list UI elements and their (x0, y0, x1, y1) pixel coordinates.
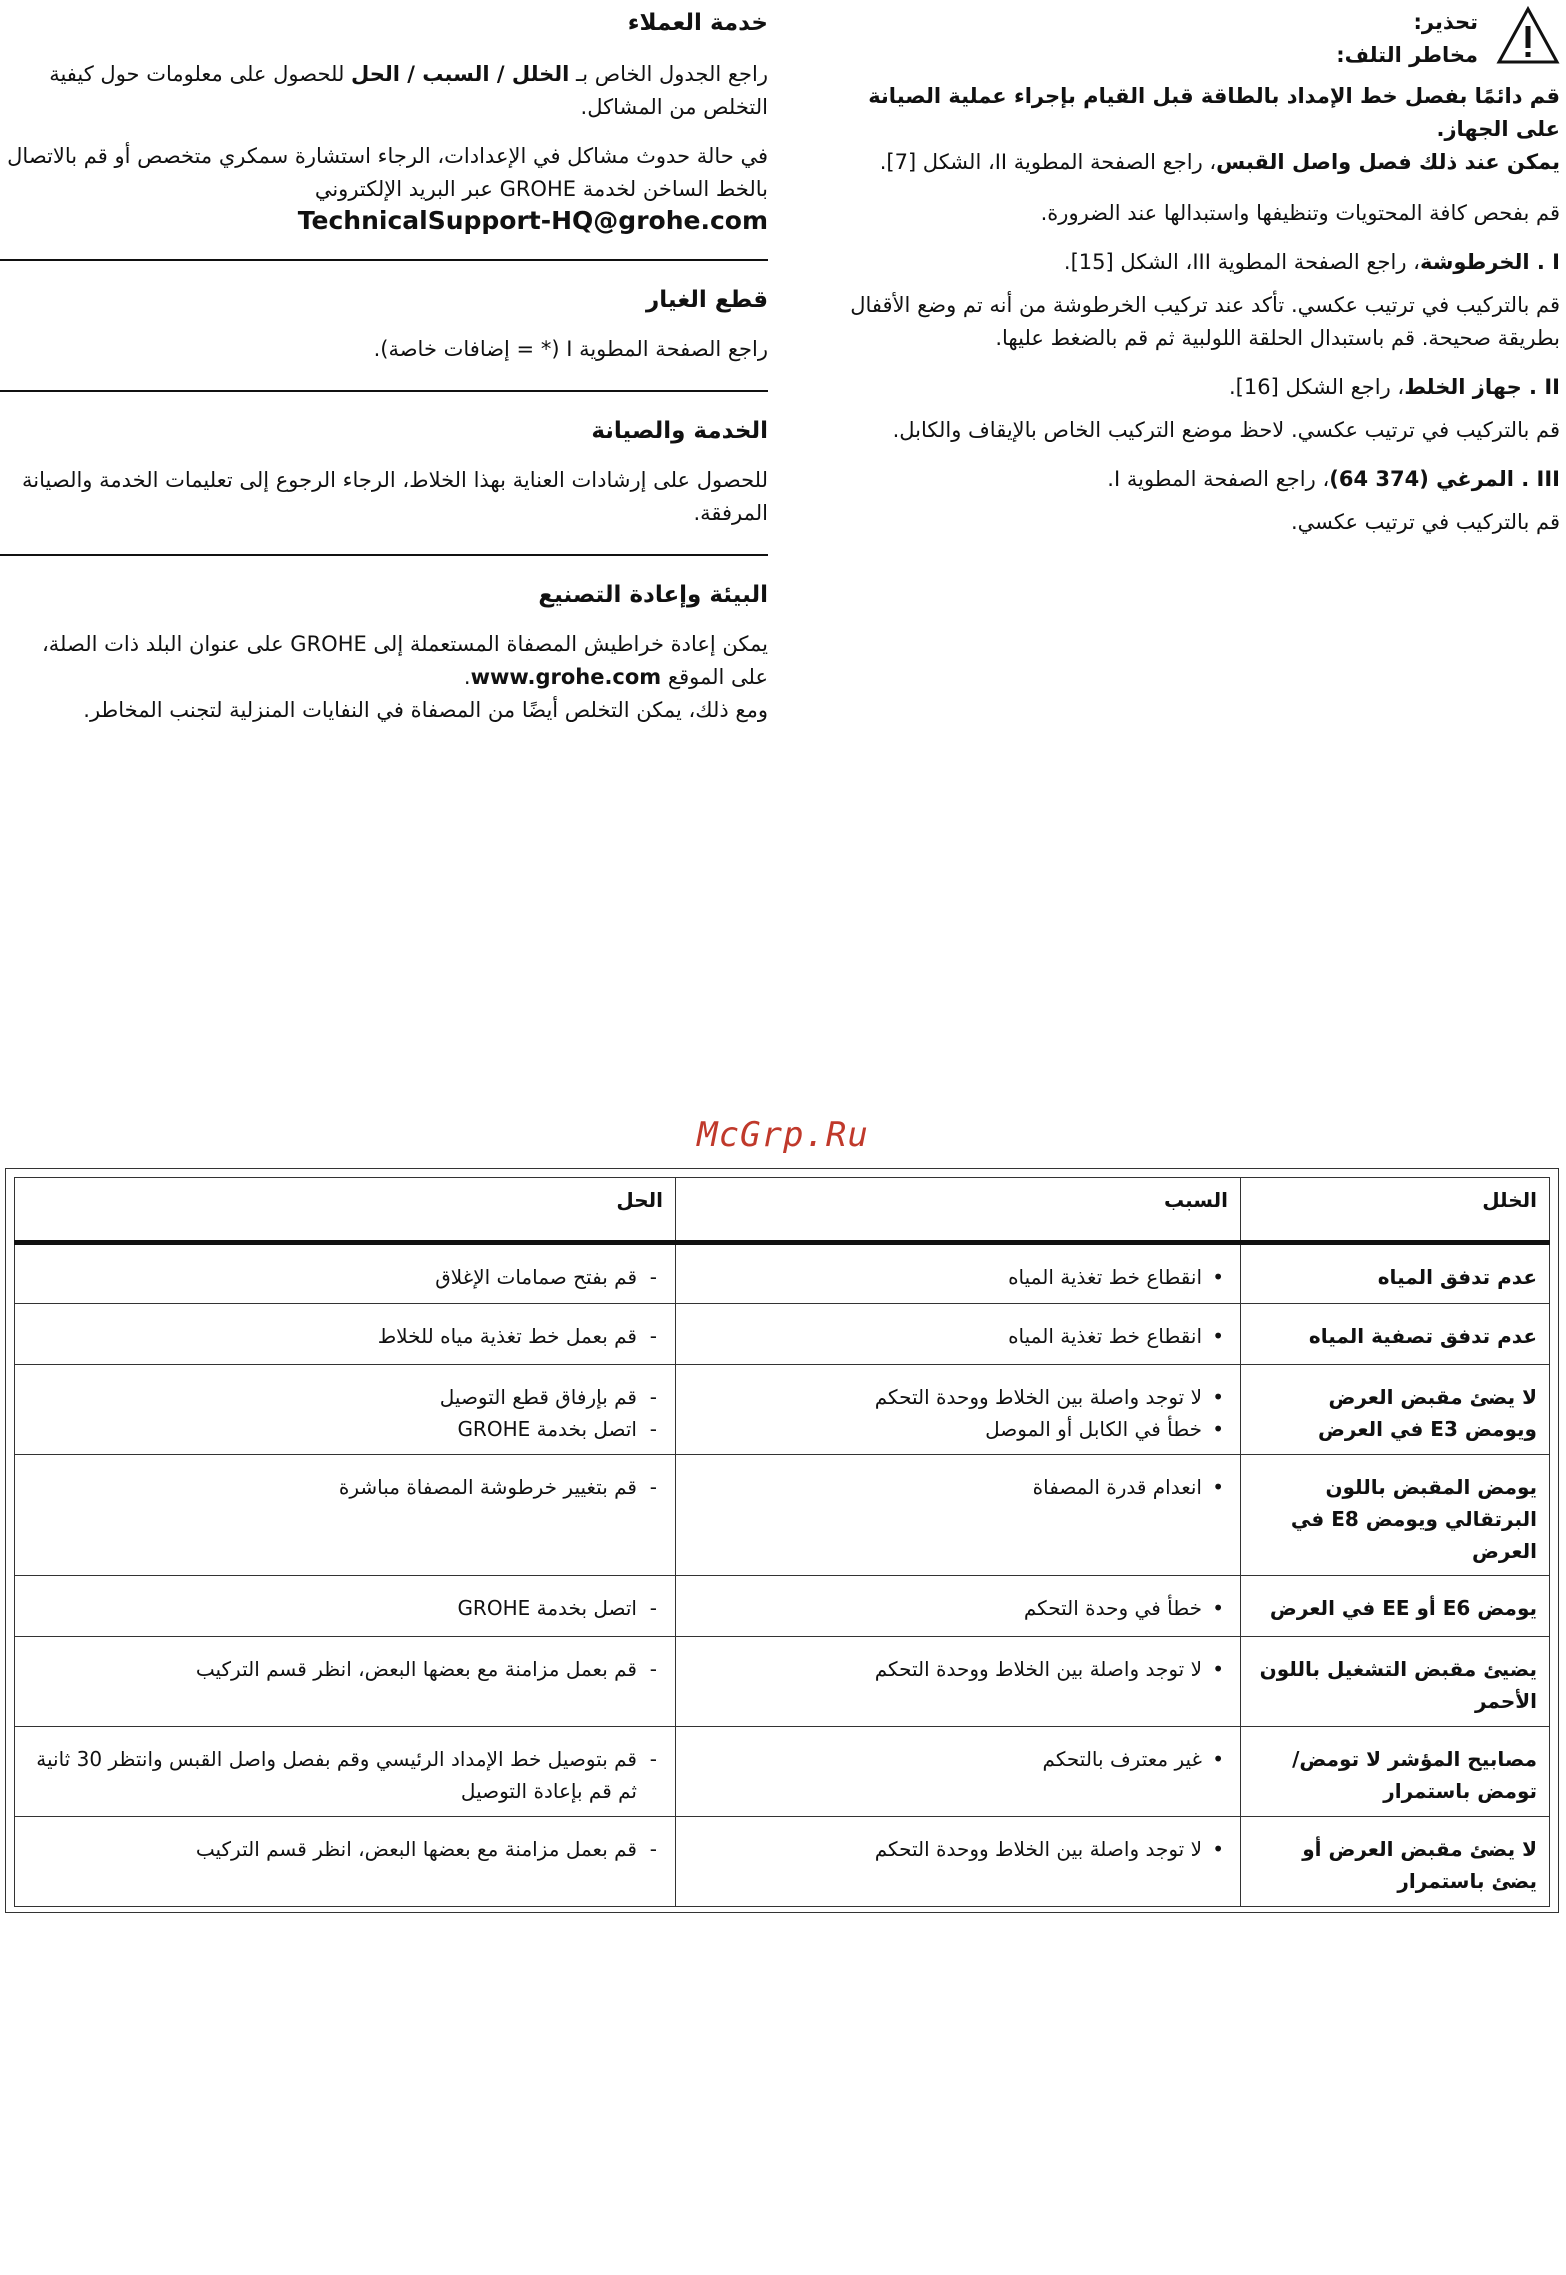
fault-cell: يومض المقبض باللون البرتقالي ويومض E8 في العرض (1241, 1455, 1550, 1576)
warning-line-2: يمكن عند ذلك فصل واصل القبس، راجع الصفحة المطوية II، الشكل [7]. (879, 150, 1560, 174)
environment-section (0, 578, 768, 739)
service-care-title: الخدمة والصيانة (591, 418, 768, 444)
divider (0, 554, 768, 556)
table-row (15, 1365, 1550, 1455)
cause-cell (676, 1727, 1241, 1817)
cause-item: • لا توجد واصلة بين الخلاط ووحدة التحكم (688, 1381, 1228, 1413)
spare-parts-title: قطع الغيار (646, 287, 768, 313)
customer-service-section (0, 6, 768, 247)
table-row (15, 1243, 1550, 1304)
warning-triangle-icon (1496, 6, 1560, 66)
header-remedy: الحل (15, 1178, 676, 1243)
cause-cell (676, 1576, 1241, 1637)
warning-subtitle: مخاطر التلف: (1336, 43, 1478, 67)
divider (0, 259, 768, 261)
fault-cell: عدم تدفق تصفية المياه (1241, 1304, 1550, 1365)
cause-item: • خطأ في وحدة التحكم (688, 1592, 1228, 1624)
cause-item: • خطأ في الكابل أو الموصل (688, 1413, 1228, 1445)
customer-service-text-2: في حالة حدوث مشاكل في الإعدادات، الرجاء استشارة سمكري متخصص أو قم بالاتصال بالخط الساخن لخدمة GROHE عبر البريد الإلكتروني (7, 144, 768, 201)
maintenance-item-cartridge: I . الخرطوشة، راجع الصفحة المطوية III، الشكل [15]. قم بالتركيب في ترتيب عكسي. تأكد عند تركيب الخرطوشة من أنه تم وضع الأقفال بطريقة صحيحة. قم باستبدال الحلقة اللولبية ثم قم بالضغط عليها. (850, 250, 1560, 350)
fault-cell: لا يضئ مقبض العرض أو يضئ باستمرار (1241, 1817, 1550, 1907)
remedy-cell (15, 1455, 676, 1576)
remedy-item: - قم بعمل مزامنة مع بعضها البعض، انظر قسم التركيب (27, 1833, 663, 1865)
warning-line-1: قم دائمًا بفصل خط الإمداد بالطاقة قبل القيام بإجراء عملية الصيانة على الجهاز. (868, 84, 1560, 141)
table-row (15, 1727, 1550, 1817)
service-care-section (0, 414, 768, 542)
remedy-item: - قم بعمل مزامنة مع بعضها البعض، انظر قسم التركيب (27, 1653, 663, 1685)
maintenance-column (840, 6, 1560, 539)
customer-service-title: خدمة العملاء (627, 10, 768, 36)
cause-item: • انقطاع خط تغذية المياه (688, 1320, 1228, 1352)
fault-cell: مصابيح المؤشر لا تومض/ تومض باستمرار (1241, 1727, 1550, 1817)
fault-cell: يومض E6 أو EE في العرض (1241, 1576, 1550, 1637)
table-row (15, 1637, 1550, 1727)
cause-cell (676, 1365, 1241, 1455)
table-row (15, 1455, 1550, 1576)
cause-item: • لا توجد واصلة بين الخلاط ووحدة التحكم (688, 1833, 1228, 1865)
remedy-cell (15, 1637, 676, 1727)
environment-text-1: يمكن إعادة خراطيش المصفاة المستعملة إلى GROHE على عنوان البلد ذات الصلة، على الموقع www.grohe.com. (42, 632, 768, 689)
header-fault: الخلل (1241, 1178, 1550, 1243)
remedy-item: - قم بإرفاق قطع التوصيل (27, 1381, 663, 1413)
environment-title: البيئة وإعادة التصنيع (538, 582, 768, 608)
remedy-item: - قم بفتح صمامات الإغلاق (27, 1261, 663, 1293)
remedy-item: - اتصل بخدمة GROHE (27, 1413, 663, 1445)
remedy-cell (15, 1727, 676, 1817)
spare-parts-section (0, 283, 768, 378)
cause-item: • غير معترف بالتحكم (688, 1743, 1228, 1775)
remedy-cell (15, 1365, 676, 1455)
cause-cell (676, 1243, 1241, 1304)
spare-parts-text: راجع الصفحة المطوية I (* = إضافات خاصة). (373, 337, 768, 361)
table-row (15, 1576, 1550, 1637)
table-row (15, 1817, 1550, 1907)
watermark: McGrp.Ru (697, 1115, 869, 1155)
fault-cell: عدم تدفق المياه (1241, 1243, 1550, 1304)
fault-cell: يضيئ مقبض التشغيل باللون الأحمر (1241, 1637, 1550, 1727)
remedy-item: - قم بتغيير خرطوشة المصفاة مباشرة (27, 1471, 663, 1503)
cause-item: • لا توجد واصلة بين الخلاط ووحدة التحكم (688, 1653, 1228, 1685)
remedy-cell (15, 1243, 676, 1304)
service-column (0, 6, 768, 739)
remedy-item: - قم بتوصيل خط الإمداد الرئيسي وقم بفصل واصل القبس وانتظر 30 ثانية ثم قم بإعادة التوصيل (27, 1743, 663, 1807)
website-link[interactable]: www.grohe.com (470, 665, 662, 689)
support-email[interactable]: TechnicalSupport-HQ@grohe.com (297, 206, 768, 235)
cause-cell (676, 1455, 1241, 1576)
remedy-item: - اتصل بخدمة GROHE (27, 1592, 663, 1624)
table-row (15, 1304, 1550, 1365)
remedy-cell (15, 1576, 676, 1637)
cause-cell (676, 1817, 1241, 1907)
remedy-cell (15, 1817, 676, 1907)
troubleshooting-frame (5, 1168, 1559, 1913)
environment-text-2: ومع ذلك، يمكن التخلص أيضًا من المصفاة في النفايات المنزلية لتجنب المخاطر. (83, 698, 768, 722)
cause-cell (676, 1304, 1241, 1365)
remedy-item: - قم بعمل خط تغذية مياه للخلاط (27, 1320, 663, 1352)
header-cause: السبب (676, 1178, 1241, 1243)
table-header-row (15, 1178, 1550, 1243)
maintenance-intro: قم بفحص كافة المحتويات وتنظيفها واستبدالها عند الضرورة. (1040, 201, 1560, 225)
divider (0, 390, 768, 392)
cause-cell (676, 1637, 1241, 1727)
remedy-cell (15, 1304, 676, 1365)
maintenance-item-aerator: III . المرغي (374 64)، راجع الصفحة المطوية I. قم بالتركيب في ترتيب عكسي. (1107, 467, 1560, 534)
cause-item: • انقطاع خط تغذية المياه (688, 1261, 1228, 1293)
cause-item: • انعدام قدرة المصفاة (688, 1471, 1228, 1503)
troubleshooting-table (14, 1177, 1550, 1907)
maintenance-item-mixer: II . جهاز الخلط، راجع الشكل [16]. قم بالتركيب في ترتيب عكسي. لاحظ موضع التركيب الخاص بالإيقاف والكابل. (892, 375, 1560, 442)
warning-title: تحذير: (1413, 10, 1478, 34)
fault-cell: لا يضئ مقبض العرض ويومض E3 في العرض (1241, 1365, 1550, 1455)
customer-service-text-1: راجع الجدول الخاص بـ الخلل / السبب / الحل للحصول على معلومات حول كيفية التخلص من المشاكل. (49, 62, 768, 119)
service-care-text: للحصول على إرشادات العناية بهذا الخلاط، الرجاء الرجوع إلى تعليمات الخدمة والصيانة المرفقة. (22, 468, 768, 525)
warning-block (840, 6, 1560, 72)
